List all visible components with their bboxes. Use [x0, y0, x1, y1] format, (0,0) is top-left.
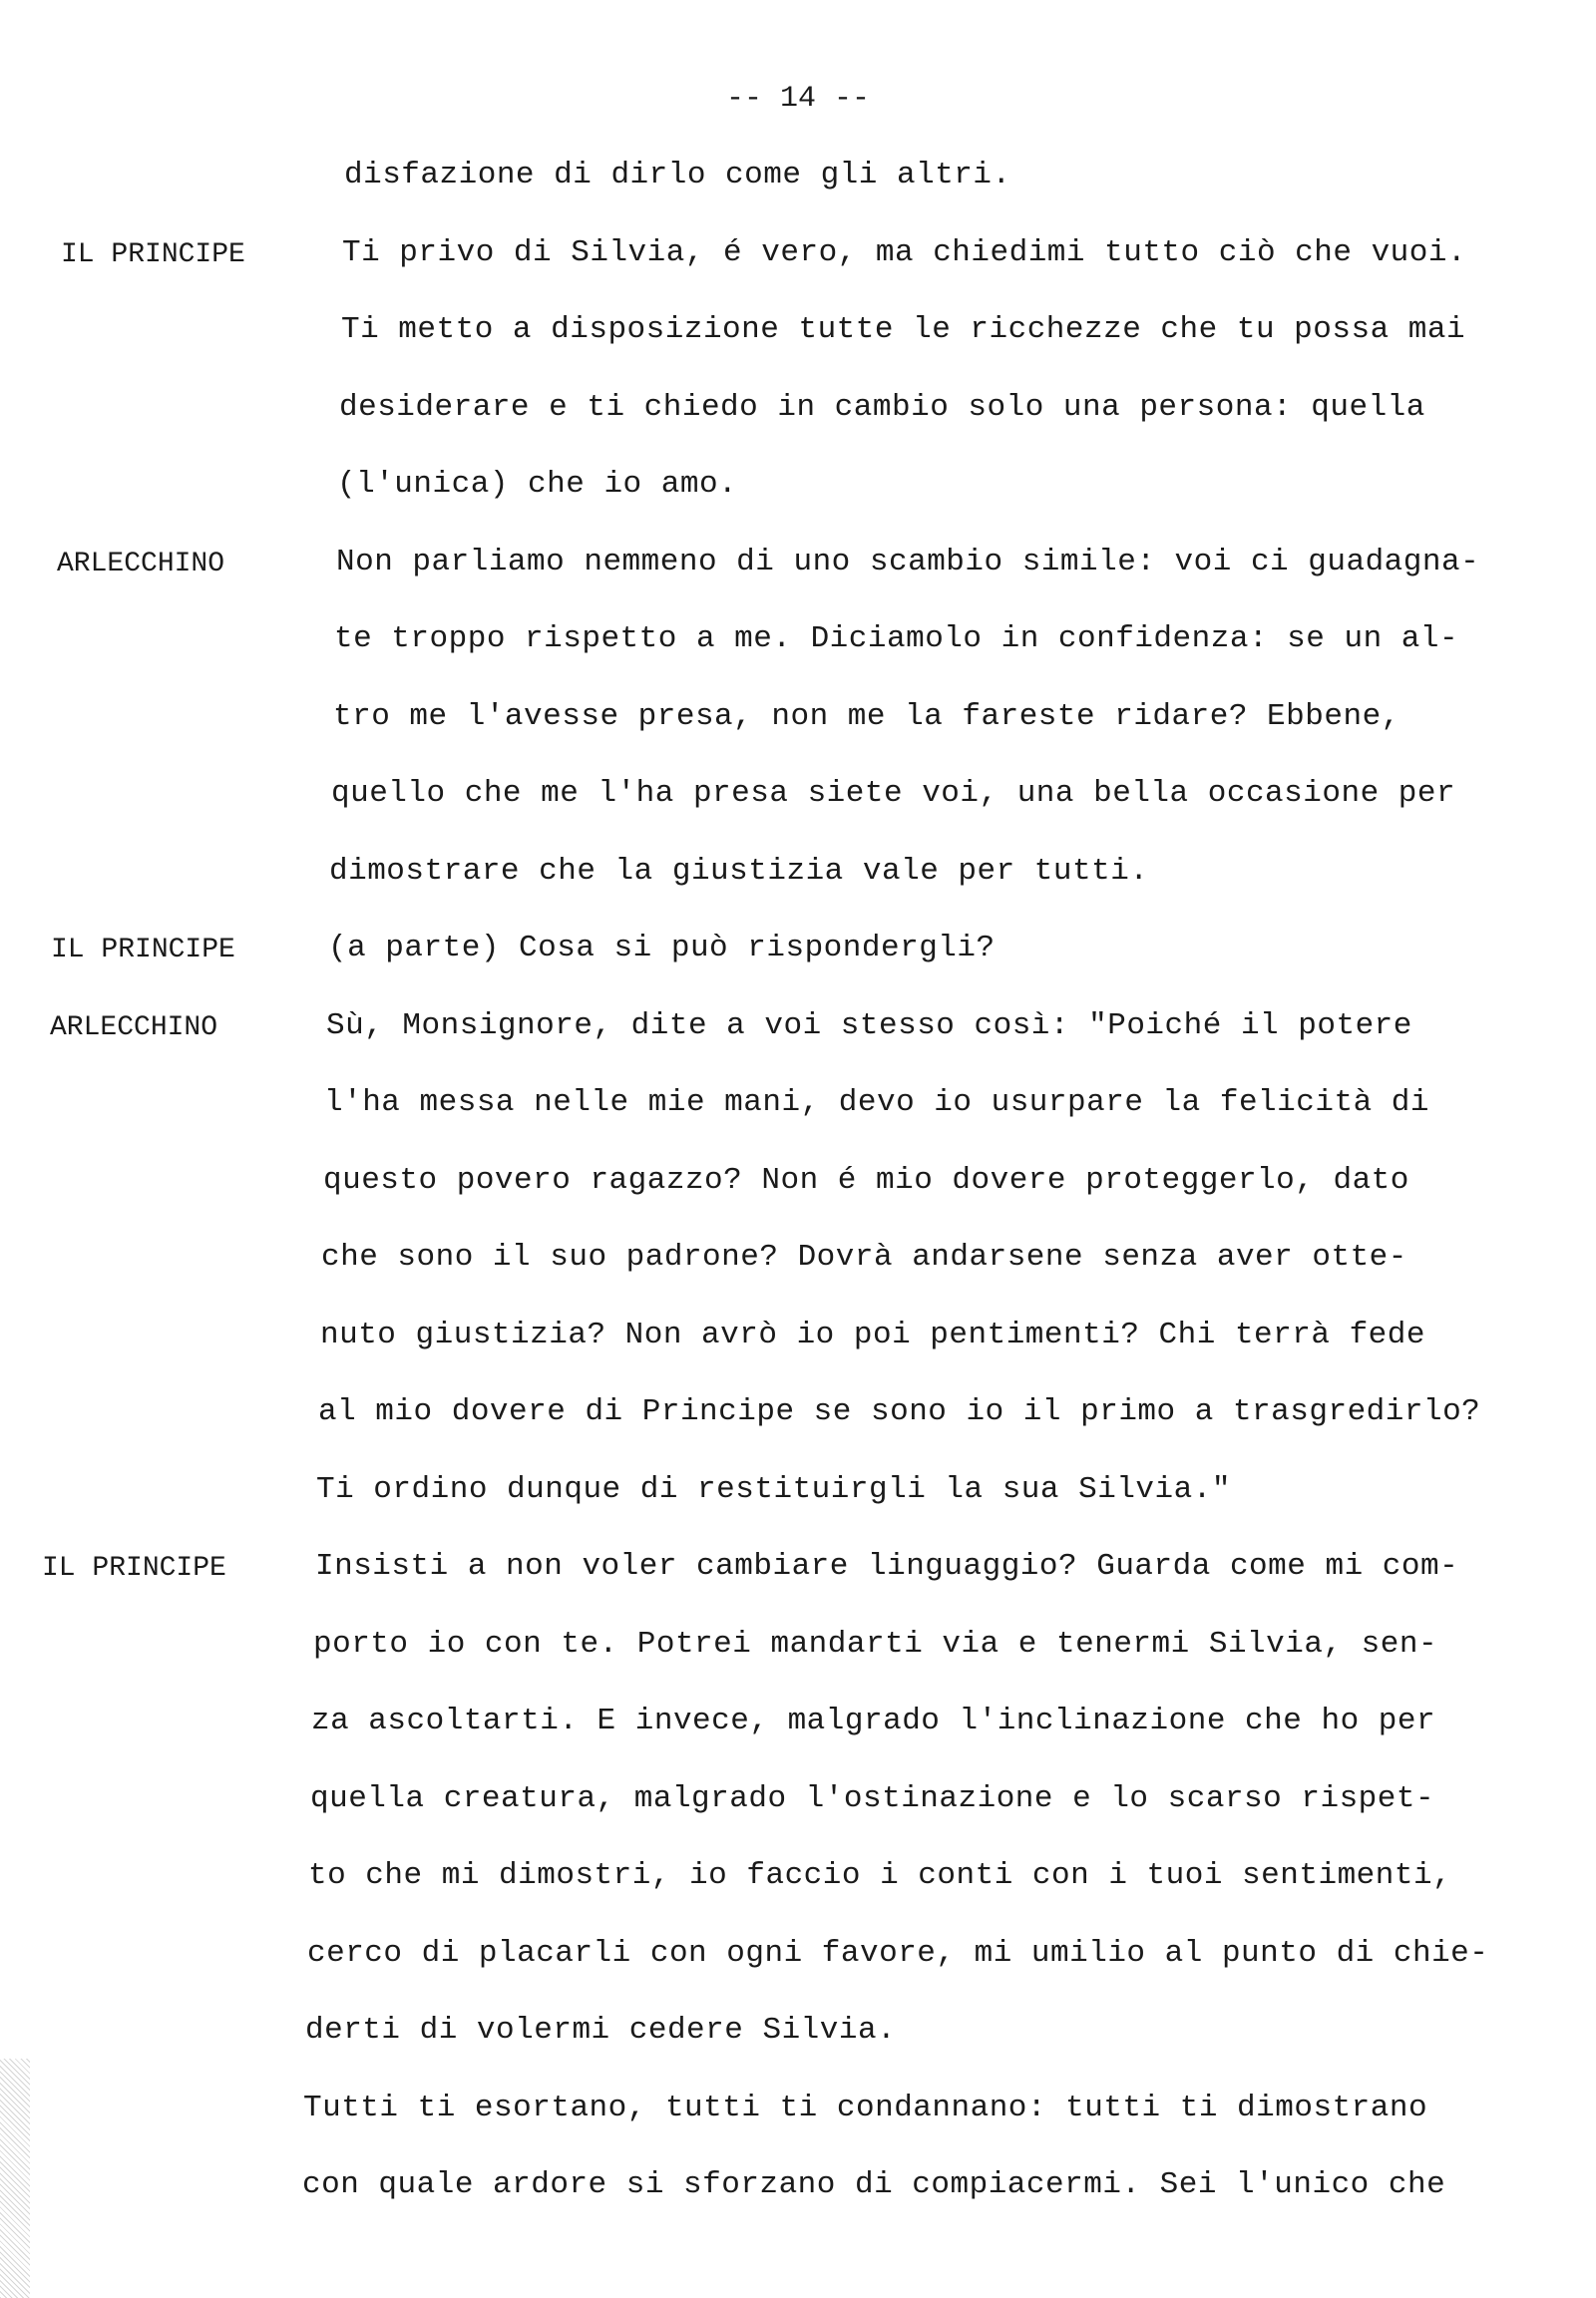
dialogue-line: al mio dovere di Principe se sono io il primo a trasgredirlo?: [318, 1394, 1481, 1429]
dialogue-line: dimostrare che la giustizia vale per tutti.: [329, 853, 1149, 889]
page-number: -- 14 --: [725, 82, 871, 116]
dialogue-line: Ti metto a disposizione tutte le ricchezze che tu possa mai: [341, 312, 1466, 347]
speaker-name: ARLECCHINO: [57, 548, 225, 579]
dialogue-line: porto io con te. Potrei mandarti via e tenermi Silvia, sen-: [313, 1626, 1438, 1662]
dialogue-line: Tutti ti esortano, tutti ti condannano: tutti ti dimostrano: [303, 2090, 1428, 2125]
speaker-name: IL PRINCIPE: [42, 1553, 226, 1584]
speaker-name: ARLECCHINO: [50, 1011, 218, 1043]
dialogue-line: tro me l'avesse presa, non me la fareste ridare? Ebbene,: [333, 698, 1400, 734]
dialogue-line: questo povero ragazzo? Non é mio dovere proteggerlo, dato: [323, 1162, 1409, 1198]
dialogue-line: con quale ardore si sforzano di compiacermi. Sei l'unico che: [302, 2167, 1446, 2202]
speaker-name: IL PRINCIPE: [61, 238, 245, 270]
dialogue-line: Ti privo di Silvia, é vero, ma chiedimi tutto ciò che vuoi.: [342, 234, 1467, 270]
dialogue-line: l'ha messa nelle mie mani, devo io usurpare la felicità di: [324, 1085, 1429, 1120]
dialogue-line: Insisti a non voler cambiare linguaggio? Guarda come mi com-: [315, 1549, 1459, 1584]
scan-edge-noise: [0, 2059, 30, 2298]
dialogue-line: cerco di placarli con ogni favore, mi umilio al punto di chie-: [307, 1935, 1489, 1971]
dialogue-line: disfazione di dirlo come gli altri.: [344, 158, 1011, 192]
dialogue-line: nuto giustizia? Non avrò io poi pentimenti? Chi terrà fede: [320, 1317, 1425, 1352]
dialogue-line: (a parte) Cosa si può rispondergli?: [328, 931, 996, 965]
dialogue-line: Ti ordino dunque di restituirgli la sua Silvia.": [316, 1471, 1231, 1507]
dialogue-line: te troppo rispetto a me. Diciamolo in confidenza: se un al-: [334, 621, 1459, 656]
dialogue-line: za ascoltarti. E invece, malgrado l'inclinazione che ho per: [311, 1704, 1436, 1738]
dialogue-line: derti di volermi cedere Silvia.: [305, 2013, 897, 2048]
dialogue-line: quello che me l'ha presa siete voi, una bella occasione per: [331, 776, 1456, 811]
dialogue-line: Sù, Monsignore, dite a voi stesso così: "Poiché il potere: [326, 1007, 1412, 1043]
dialogue-line: (l'unica) che io amo.: [337, 467, 738, 502]
dialogue-line: to che mi dimostri, io faccio i conti con i tuoi sentimenti,: [308, 1858, 1452, 1893]
dialogue-line: quella creatura, malgrado l'ostinazione e lo scarso rispet-: [310, 1780, 1435, 1816]
dialogue-line: desiderare e ti chiedo in cambio solo una persona: quella: [339, 389, 1425, 425]
dialogue-line: Non parliamo nemmeno di uno scambio simile: voi ci guadagna-: [336, 544, 1480, 579]
dialogue-line: che sono il suo padrone? Dovrà andarsene senza aver otte-: [321, 1240, 1407, 1275]
speaker-name: IL PRINCIPE: [51, 935, 235, 965]
